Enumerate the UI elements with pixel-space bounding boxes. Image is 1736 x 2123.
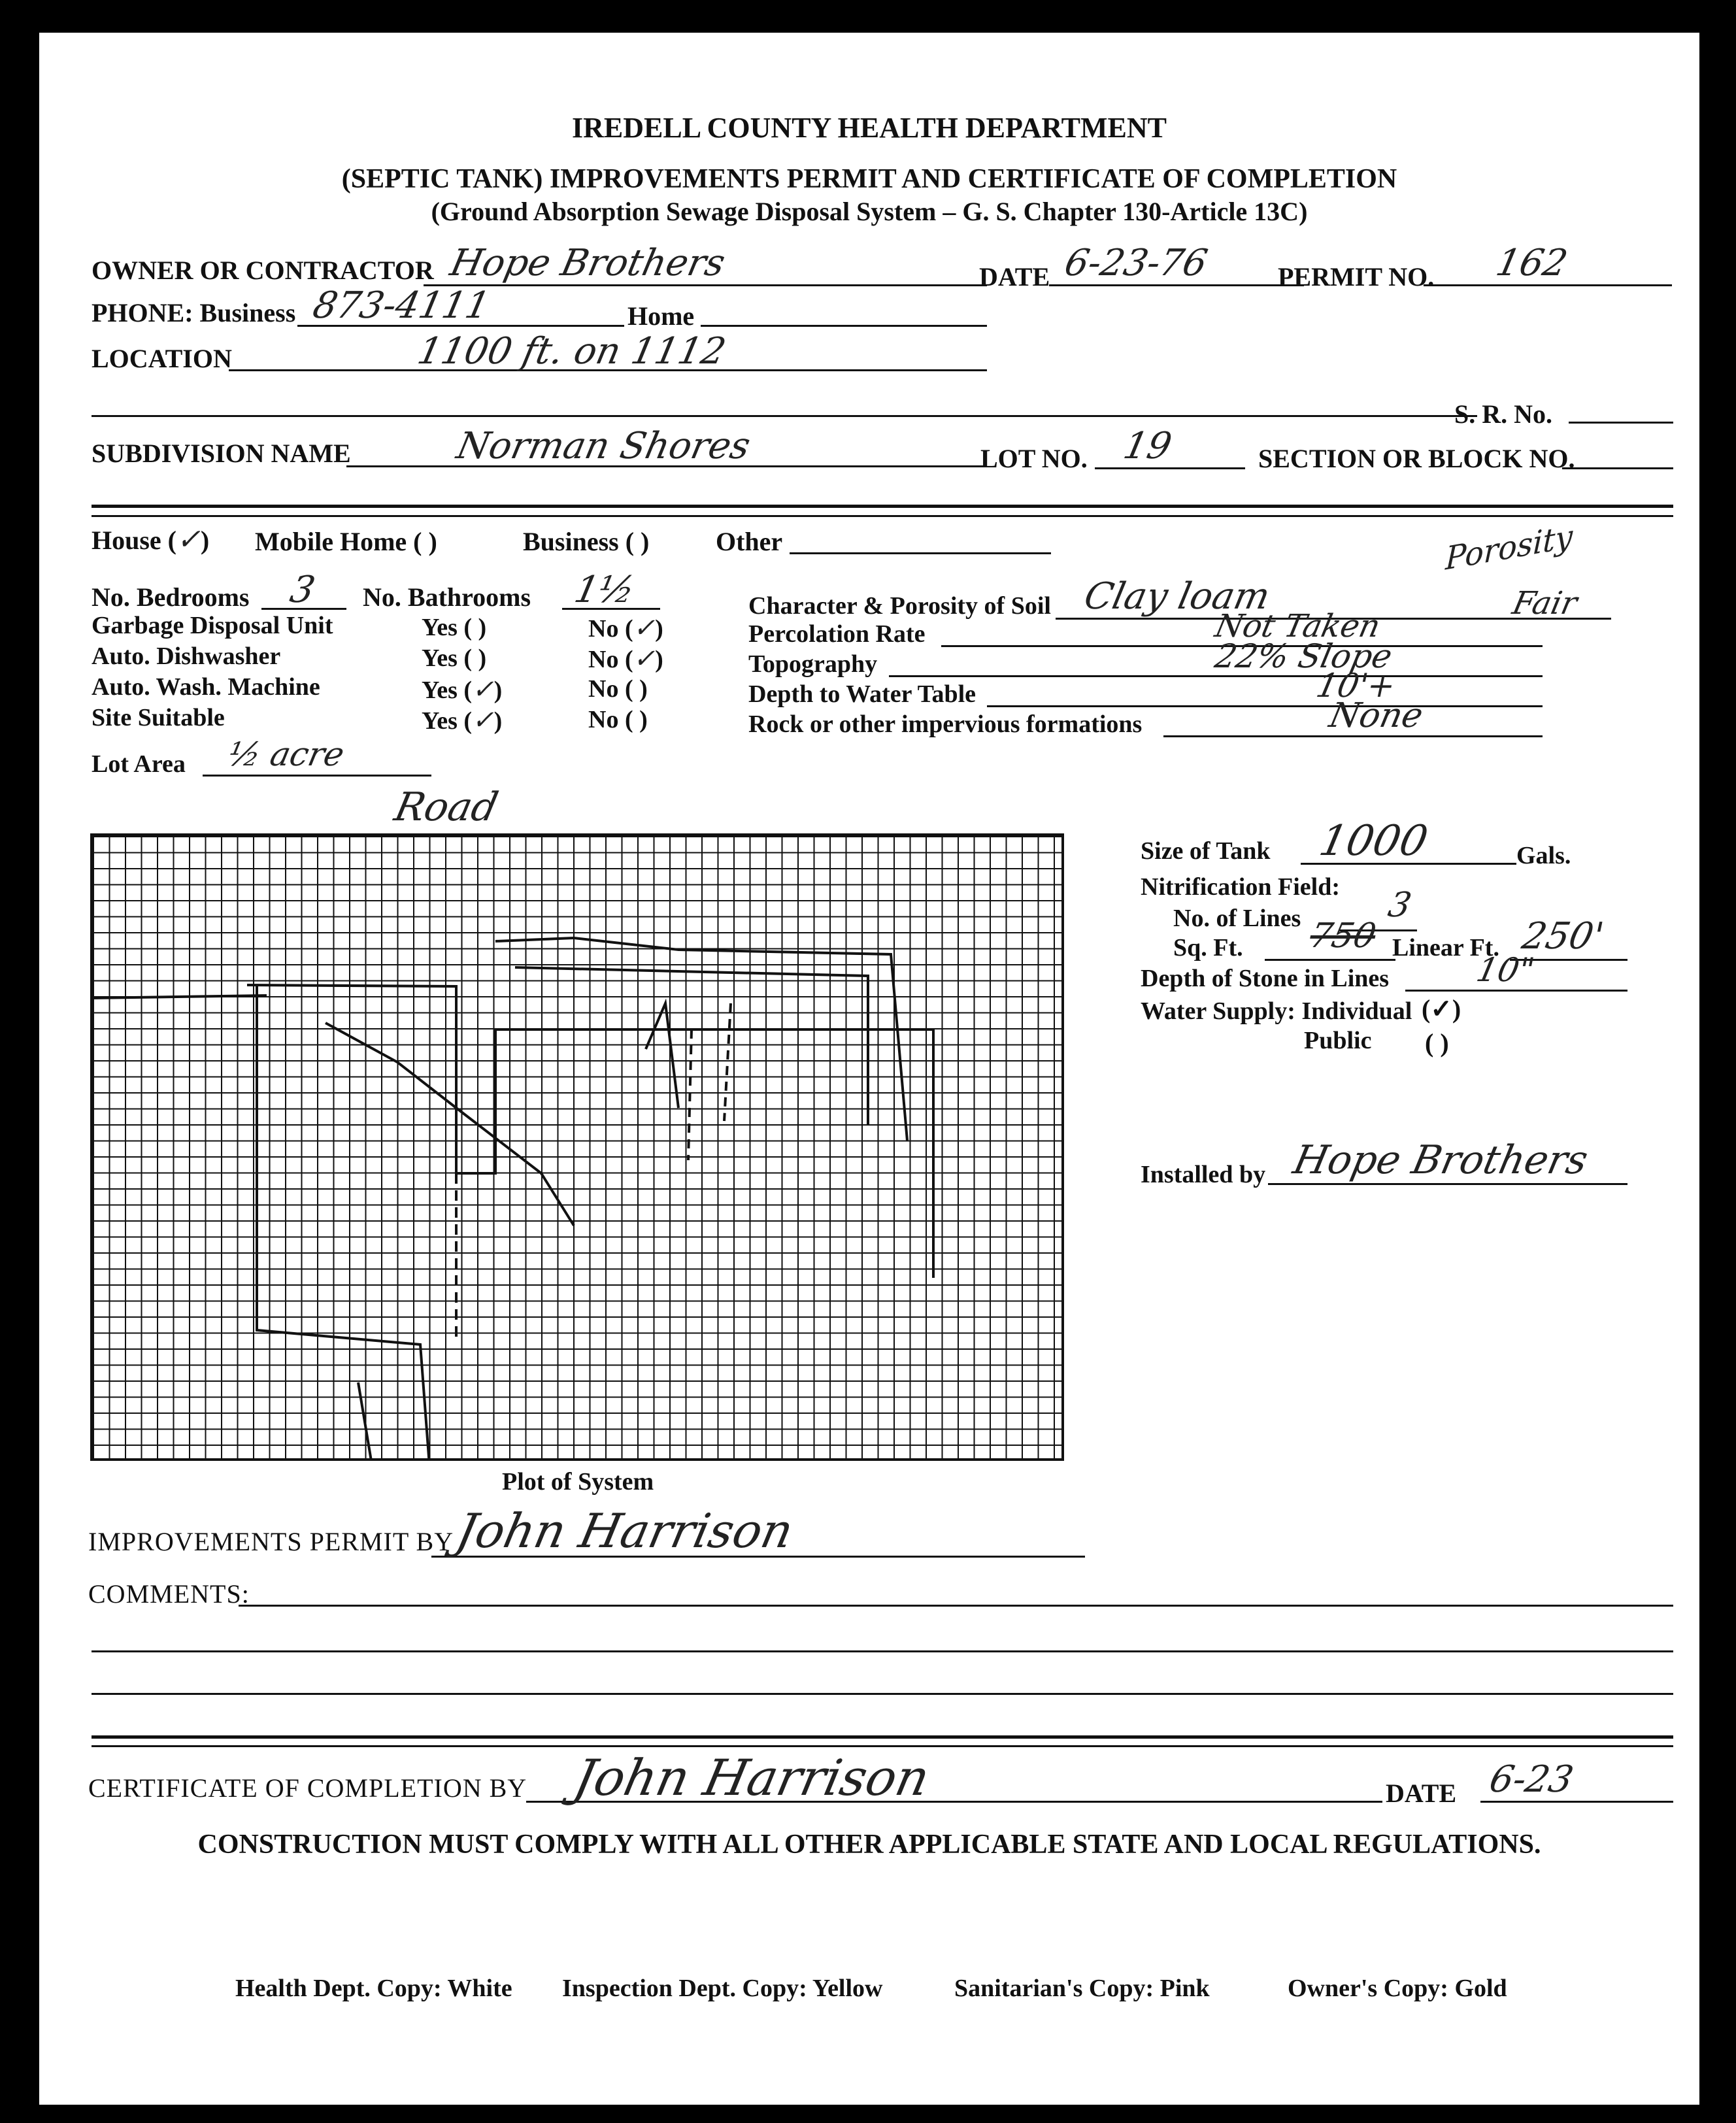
linear-label: Linear Ft. (1392, 934, 1499, 961)
porosity-note: Porosity (1444, 518, 1573, 578)
stone-depth-label: Depth of Stone in Lines (1141, 965, 1390, 992)
appliance-yes-garbage[interactable]: Yes ( ) (422, 614, 487, 641)
comments-label: COMMENTS: (88, 1579, 250, 1609)
mobile-home-label[interactable]: Mobile Home ( ) (255, 527, 437, 556)
lot-area-label: Lot Area (92, 750, 186, 778)
appliance-label-dishwasher: Auto. Dishwasher (92, 643, 281, 670)
permit-label: PERMIT NO. (1278, 262, 1435, 292)
rock-label: Rock or other impervious formations (748, 710, 1143, 738)
permit-value[interactable]: 162 (1492, 242, 1571, 284)
water-individual-mark[interactable]: (✓) (1422, 994, 1461, 1024)
copy-sanitarian: Sanitarian's Copy: Pink (954, 1975, 1210, 2002)
certificate-label: CERTIFICATE OF COMPLETION BY (88, 1773, 527, 1803)
soil-porosity-value[interactable]: Fair (1509, 585, 1580, 622)
regulations-notice: CONSTRUCTION MUST COMPLY WITH ALL OTHER APPLICABLE STATE AND LOCAL REGULATIONS. (197, 1830, 1541, 1860)
location-label: LOCATION (92, 344, 232, 373)
location-value[interactable]: 1100 ft. on 1112 (414, 330, 730, 373)
perc-value[interactable]: Not Taken (1212, 608, 1384, 644)
certificate-signature[interactable]: John Harrison (569, 1748, 935, 1807)
other-label: Other (716, 527, 783, 556)
nitrification-label: Nitrification Field: (1141, 873, 1340, 901)
appliance-no-site[interactable]: No ( ) (588, 706, 648, 733)
water-table-label: Depth to Water Table (748, 680, 976, 708)
lot-area-value[interactable]: ½ acre (224, 735, 348, 773)
water-supply-label: Water Supply: Individual (1141, 997, 1412, 1025)
tank-gals-label: Gals. (1516, 842, 1571, 869)
bathrooms-label: No. Bathrooms (363, 582, 531, 612)
lines-label: No. of Lines (1173, 905, 1301, 932)
bedrooms-label: No. Bedrooms (92, 582, 250, 612)
appliance-label-washer: Auto. Wash. Machine (92, 673, 320, 701)
linear-value[interactable]: 250' (1518, 915, 1608, 958)
topography-value[interactable]: 22% Slope (1211, 637, 1396, 675)
form-title: (SEPTIC TANK) IMPROVEMENTS PERMIT AND CERTIFICATE OF COMPLETION (341, 164, 1397, 194)
lines-value[interactable]: 3 (1384, 886, 1415, 925)
form-subtitle: (Ground Absorption Sewage Disposal System – G. S. Chapter 130-Article 13C) (431, 197, 1308, 226)
lot-label: LOT NO. (980, 444, 1088, 473)
sqft-label: Sq. Ft. (1173, 934, 1243, 961)
rock-value[interactable]: None (1326, 696, 1427, 735)
bedrooms-value[interactable]: 3 (286, 569, 319, 611)
tank-size-value[interactable]: 1000 (1315, 817, 1432, 865)
tank-size-label: Size of Tank (1141, 837, 1271, 865)
improvements-signature[interactable]: John Harrison (452, 1503, 799, 1558)
topography-label: Topography (748, 650, 878, 678)
copy-inspection: Inspection Dept. Copy: Yellow (562, 1975, 883, 2002)
appliance-no-dishwasher[interactable]: No (✓) (588, 644, 663, 674)
installed-by-label: Installed by (1141, 1161, 1266, 1188)
perc-label: Percolation Rate (748, 620, 926, 648)
department-heading: IREDELL COUNTY HEALTH DEPARTMENT (572, 112, 1167, 144)
permit-form (39, 33, 1699, 2105)
water-public-label: Public (1304, 1027, 1372, 1054)
house-mark: ✓ (176, 523, 201, 556)
sr-label: S. R. No. (1454, 399, 1553, 429)
improvements-label: IMPROVEMENTS PERMIT BY (88, 1527, 454, 1556)
house-label: House (✓) (92, 523, 210, 556)
phone-label: PHONE: Business (92, 298, 296, 327)
bathrooms-value[interactable]: 1½ (571, 569, 639, 611)
phone-business-value[interactable]: 873-4111 (309, 284, 494, 327)
date-value[interactable]: 6-23-76 (1061, 242, 1211, 284)
stone-depth-value[interactable]: 10" (1473, 951, 1538, 989)
business-label[interactable]: Business ( ) (523, 527, 650, 556)
appliance-no-garbage[interactable]: No (✓) (588, 613, 663, 643)
sqft-value[interactable]: 750 (1306, 916, 1380, 956)
appliance-yes-dishwasher[interactable]: Yes ( ) (422, 644, 487, 672)
appliance-label-site: Site Suitable (92, 704, 225, 731)
plot-caption: Plot of System (502, 1468, 654, 1496)
appliance-yes-site[interactable]: Yes (✓) (422, 705, 503, 735)
plot-sketch (90, 833, 1064, 1461)
soil-character-label: Character & Porosity of Soil (748, 592, 1051, 620)
water-public-mark[interactable]: ( ) (1425, 1028, 1449, 1058)
appliance-yes-washer[interactable]: Yes (✓) (422, 675, 503, 705)
road-label: Road (390, 784, 502, 830)
certificate-date-value[interactable]: 6-23 (1486, 1758, 1577, 1801)
installed-by-value[interactable]: Hope Brothers (1289, 1137, 1592, 1183)
copy-owner: Owner's Copy: Gold (1288, 1975, 1507, 2002)
phone-home-label: Home (627, 301, 695, 331)
appliance-no-washer[interactable]: No ( ) (588, 675, 648, 703)
lot-value[interactable]: 19 (1120, 425, 1176, 467)
water-table-value[interactable]: 10'+ (1312, 667, 1399, 705)
owner-label: OWNER OR CONTRACTOR (92, 256, 434, 285)
owner-value[interactable]: Hope Brothers (446, 242, 729, 284)
certificate-date-label: DATE (1386, 1779, 1457, 1808)
date-label: DATE (979, 262, 1050, 292)
appliance-label-garbage: Garbage Disposal Unit (92, 612, 333, 639)
subdivision-value[interactable]: Norman Shores (453, 425, 754, 467)
subdivision-label: SUBDIVISION NAME (92, 439, 351, 468)
soil-character-value[interactable]: Clay loam (1080, 575, 1274, 618)
copy-health: Health Dept. Copy: White (235, 1975, 512, 2002)
section-label: SECTION OR BLOCK NO. (1258, 444, 1575, 473)
